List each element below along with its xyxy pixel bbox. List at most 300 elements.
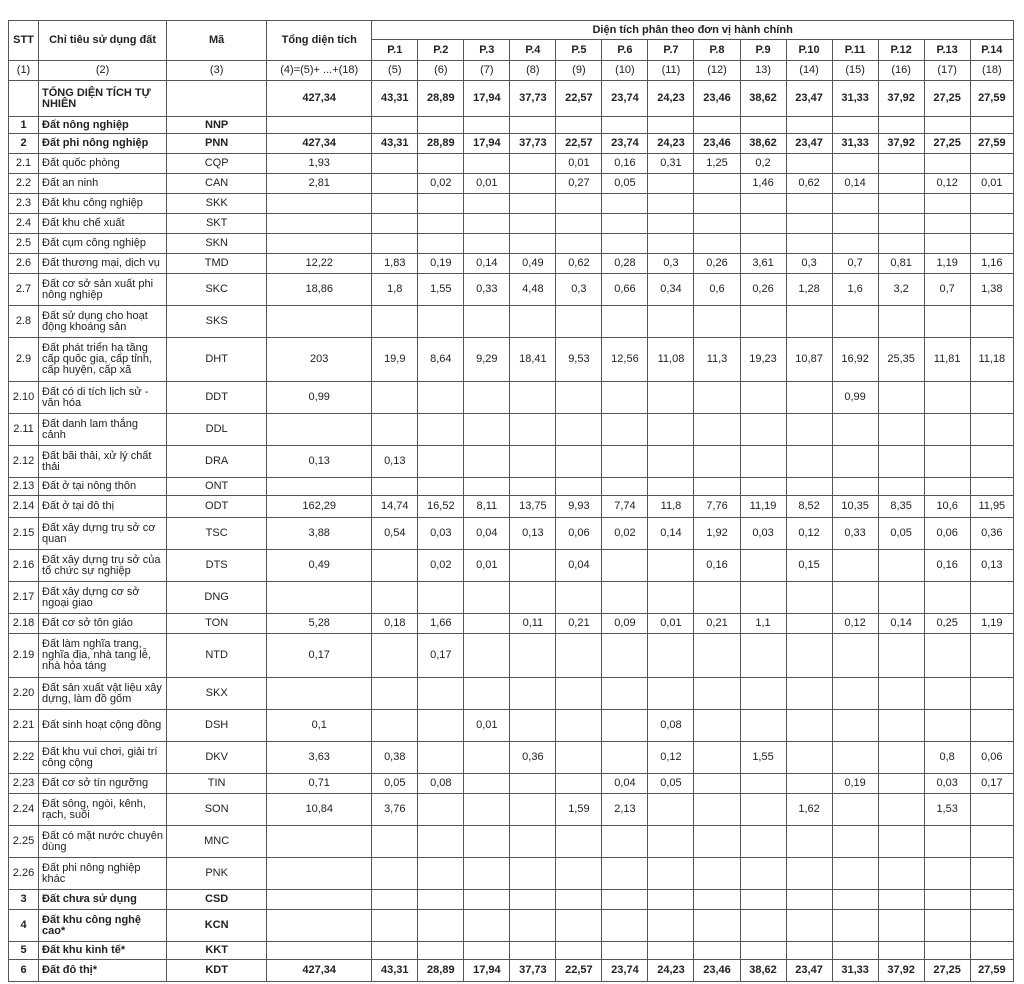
row-ward-value (464, 214, 510, 234)
row-ward-value: 0,05 (648, 774, 694, 794)
row-ward-value: 0,12 (924, 174, 970, 194)
row-ward-value (418, 234, 464, 254)
row-ward-value (418, 678, 464, 710)
row-ward-value: 0,31 (648, 154, 694, 174)
row-ward-value: 23,46 (694, 960, 740, 982)
row-ward-value: 7,74 (602, 496, 648, 518)
row-ward-value (556, 710, 602, 742)
row-ward-value (832, 117, 878, 134)
row-ward-value (970, 478, 1013, 496)
row-ward-value (786, 154, 832, 174)
row-ward-value (878, 634, 924, 678)
row-ward-value (786, 478, 832, 496)
row-ward-value: 0,12 (786, 518, 832, 550)
header-ward: P.7 (648, 40, 694, 61)
row-code: SKN (167, 234, 267, 254)
row-ward-value (832, 794, 878, 826)
row-total-area (267, 117, 372, 134)
row-ward-value (740, 794, 786, 826)
row-total-area: 203 (267, 338, 372, 382)
row-ward-value: 31,33 (832, 81, 878, 117)
row-stt: 2.16 (9, 550, 39, 582)
row-ward-value: 1,46 (740, 174, 786, 194)
row-ward-value: 0,06 (970, 742, 1013, 774)
row-ward-value: 18,41 (510, 338, 556, 382)
row-ward-value (648, 550, 694, 582)
row-ward-value (602, 214, 648, 234)
row-ward-value: 23,46 (694, 134, 740, 154)
row-total-area: 12,22 (267, 254, 372, 274)
row-ward-value (786, 910, 832, 942)
row-ward-value (970, 710, 1013, 742)
row-ward-value (648, 382, 694, 414)
row-ward-value (878, 446, 924, 478)
row-ward-value (786, 614, 832, 634)
row-ward-value: 0,12 (832, 614, 878, 634)
column-number-row (9, 61, 1014, 81)
column-number: (2) (39, 61, 167, 81)
row-ward-value (372, 306, 418, 338)
row-ward-value (602, 306, 648, 338)
row-total-area (267, 858, 372, 890)
row-ward-value: 0,33 (832, 518, 878, 550)
row-ward-value: 1,59 (556, 794, 602, 826)
row-ward-value (878, 710, 924, 742)
row-code: CQP (167, 154, 267, 174)
row-ward-value (924, 214, 970, 234)
row-indicator-name: Đất ở tại nông thôn (39, 478, 167, 496)
row-ward-value (648, 194, 694, 214)
row-ward-value: 24,23 (648, 960, 694, 982)
row-ward-value (786, 382, 832, 414)
row-ward-value (970, 794, 1013, 826)
row-ward-value: 1,62 (786, 794, 832, 826)
table-row (9, 154, 1014, 174)
column-number: (14) (786, 61, 832, 81)
row-ward-value (786, 117, 832, 134)
row-code: TSC (167, 518, 267, 550)
column-number: (12) (694, 61, 740, 81)
row-ward-value: 1,92 (694, 518, 740, 550)
row-ward-value (786, 710, 832, 742)
row-total-area (267, 826, 372, 858)
row-ward-value (418, 858, 464, 890)
row-ward-value (372, 858, 418, 890)
row-ward-value (556, 214, 602, 234)
row-ward-value (510, 214, 556, 234)
row-ward-value (372, 634, 418, 678)
row-ward-value (372, 910, 418, 942)
row-ward-value (464, 154, 510, 174)
row-stt: 2.20 (9, 678, 39, 710)
row-ward-value: 1,19 (924, 254, 970, 274)
row-indicator-name: Đất có mặt nước chuyên dùng (39, 826, 167, 858)
row-stt: 2.7 (9, 274, 39, 306)
table-row (9, 518, 1014, 550)
table-row (9, 134, 1014, 154)
row-ward-value: 0,02 (602, 518, 648, 550)
row-code: SKC (167, 274, 267, 306)
row-total-area: 3,63 (267, 742, 372, 774)
row-ward-value: 27,25 (924, 960, 970, 982)
row-indicator-name: Đất khu công nghiệp (39, 194, 167, 214)
row-ward-value: 1,55 (740, 742, 786, 774)
row-ward-value: 0,21 (556, 614, 602, 634)
row-code: NNP (167, 117, 267, 134)
row-ward-value (878, 306, 924, 338)
row-ward-value (556, 446, 602, 478)
row-ward-value (878, 942, 924, 960)
row-ward-value: 0,54 (372, 518, 418, 550)
row-code: PNN (167, 134, 267, 154)
row-indicator-name: Đất cơ sở tôn giáo (39, 614, 167, 634)
row-ward-value (648, 234, 694, 254)
row-ward-value: 4,48 (510, 274, 556, 306)
row-ward-value (694, 942, 740, 960)
row-indicator-name: Đất chưa sử dụng (39, 890, 167, 910)
row-ward-value: 3,61 (740, 254, 786, 274)
row-ward-value: 0,2 (740, 154, 786, 174)
row-code: SON (167, 794, 267, 826)
row-code: DSH (167, 710, 267, 742)
column-number: (16) (878, 61, 924, 81)
row-ward-value (970, 382, 1013, 414)
row-ward-value (878, 414, 924, 446)
row-ward-value: 0,05 (372, 774, 418, 794)
row-ward-value: 0,09 (602, 614, 648, 634)
row-indicator-name: Đất quốc phòng (39, 154, 167, 174)
table-row (9, 496, 1014, 518)
row-ward-value (924, 234, 970, 254)
row-ward-value (418, 154, 464, 174)
row-indicator-name: Đất đô thị* (39, 960, 167, 982)
row-indicator-name: Đất bãi thải, xử lý chất thải (39, 446, 167, 478)
row-ward-value (372, 117, 418, 134)
column-number: (9) (556, 61, 602, 81)
row-ward-value (832, 634, 878, 678)
row-ward-value (464, 306, 510, 338)
row-ward-value (648, 414, 694, 446)
row-ward-value (878, 174, 924, 194)
row-ward-value: 0,33 (464, 274, 510, 306)
row-ward-value (694, 446, 740, 478)
row-ward-value (970, 858, 1013, 890)
row-code: PNK (167, 858, 267, 890)
row-ward-value: 0,28 (602, 254, 648, 274)
row-ward-value: 0,01 (464, 174, 510, 194)
row-ward-value: 27,25 (924, 81, 970, 117)
row-ward-value (878, 678, 924, 710)
row-ward-value: 0,02 (418, 174, 464, 194)
row-stt: 2.25 (9, 826, 39, 858)
row-ward-value (372, 942, 418, 960)
row-ward-value: 27,59 (970, 81, 1013, 117)
row-ward-value (924, 634, 970, 678)
row-ward-value (740, 382, 786, 414)
row-ward-value (602, 194, 648, 214)
row-ward-value (694, 478, 740, 496)
row-stt: 2.10 (9, 382, 39, 414)
row-ward-value (832, 826, 878, 858)
row-ward-value (510, 634, 556, 678)
row-ward-value: 28,89 (418, 81, 464, 117)
row-ward-value: 16,92 (832, 338, 878, 382)
row-ward-value: 16,52 (418, 496, 464, 518)
row-ward-value (832, 306, 878, 338)
table-row (9, 306, 1014, 338)
row-total-area (267, 942, 372, 960)
row-ward-value (510, 774, 556, 794)
row-ward-value: 0,13 (372, 446, 418, 478)
row-ward-value (418, 826, 464, 858)
row-ward-value (556, 234, 602, 254)
row-ward-value (372, 582, 418, 614)
row-code: TON (167, 614, 267, 634)
row-ward-value: 1,19 (970, 614, 1013, 634)
row-indicator-name: Đất khu công nghệ cao* (39, 910, 167, 942)
row-ward-value (556, 306, 602, 338)
table-row (9, 858, 1014, 890)
row-ward-value (740, 826, 786, 858)
table-row (9, 81, 1014, 117)
row-ward-value (556, 742, 602, 774)
row-ward-value: 10,6 (924, 496, 970, 518)
row-code: DDT (167, 382, 267, 414)
row-ward-value (970, 446, 1013, 478)
row-ward-value (602, 910, 648, 942)
row-ward-value (510, 174, 556, 194)
row-ward-value (372, 826, 418, 858)
row-ward-value (418, 446, 464, 478)
row-ward-value (740, 910, 786, 942)
row-indicator-name: Đất ở tại đô thị (39, 496, 167, 518)
row-ward-value (970, 826, 1013, 858)
row-ward-value: 0,3 (786, 254, 832, 274)
row-code: TMD (167, 254, 267, 274)
column-number: (6) (418, 61, 464, 81)
row-total-area: 0,1 (267, 710, 372, 742)
table-row (9, 910, 1014, 942)
row-ward-value: 0,81 (878, 254, 924, 274)
row-ward-value (786, 306, 832, 338)
row-ward-value (418, 382, 464, 414)
table-row (9, 774, 1014, 794)
row-ward-value: 0,01 (464, 550, 510, 582)
header-stt: STT (9, 21, 39, 61)
row-ward-value (556, 382, 602, 414)
row-stt: 2.13 (9, 478, 39, 496)
row-total-area: 0,49 (267, 550, 372, 582)
row-ward-value (786, 678, 832, 710)
row-ward-value: 11,18 (970, 338, 1013, 382)
row-ward-value: 1,53 (924, 794, 970, 826)
row-ward-value: 1,83 (372, 254, 418, 274)
row-ward-value: 1,55 (418, 274, 464, 306)
row-ward-value (832, 942, 878, 960)
row-ward-value (740, 478, 786, 496)
row-ward-value (924, 910, 970, 942)
row-ward-value (878, 858, 924, 890)
row-ward-value (602, 382, 648, 414)
row-ward-value (556, 678, 602, 710)
header-ward: P.2 (418, 40, 464, 61)
row-ward-value (510, 710, 556, 742)
row-total-area: 10,84 (267, 794, 372, 826)
row-ward-value (418, 910, 464, 942)
row-ward-value: 0,15 (786, 550, 832, 582)
header-ward: P.13 (924, 40, 970, 61)
row-ward-value: 1,66 (418, 614, 464, 634)
row-total-area: 18,86 (267, 274, 372, 306)
row-code: SKK (167, 194, 267, 214)
row-ward-value (648, 117, 694, 134)
row-code: DNG (167, 582, 267, 614)
header-ward: P.9 (740, 40, 786, 61)
row-ward-value (602, 890, 648, 910)
row-ward-value: 0,3 (556, 274, 602, 306)
row-ward-value (924, 306, 970, 338)
row-ward-value (464, 446, 510, 478)
row-ward-value (510, 414, 556, 446)
table-row (9, 582, 1014, 614)
row-ward-value: 17,94 (464, 134, 510, 154)
table-row (9, 942, 1014, 960)
row-ward-value (464, 910, 510, 942)
row-ward-value (694, 678, 740, 710)
column-number: (1) (9, 61, 39, 81)
row-ward-value (602, 234, 648, 254)
row-ward-value (418, 214, 464, 234)
row-stt: 2.5 (9, 234, 39, 254)
header-indicator: Chỉ tiêu sử dụng đất (39, 21, 167, 61)
row-stt: 3 (9, 890, 39, 910)
table-row (9, 794, 1014, 826)
row-ward-value (556, 478, 602, 496)
row-ward-value: 28,89 (418, 960, 464, 982)
table-row (9, 117, 1014, 134)
row-ward-value (924, 414, 970, 446)
row-indicator-name: Đất sử dụng cho hoạt động khoáng sản (39, 306, 167, 338)
row-ward-value (970, 306, 1013, 338)
row-ward-value: 37,92 (878, 960, 924, 982)
row-indicator-name: Đất thương mại, dịch vụ (39, 254, 167, 274)
row-ward-value: 38,62 (740, 81, 786, 117)
row-stt (9, 81, 39, 117)
row-ward-value (924, 446, 970, 478)
row-ward-value (924, 382, 970, 414)
row-ward-value (878, 910, 924, 942)
row-ward-value: 8,35 (878, 496, 924, 518)
row-ward-value (372, 550, 418, 582)
row-code: DTS (167, 550, 267, 582)
row-ward-value: 0,26 (740, 274, 786, 306)
row-stt: 2.11 (9, 414, 39, 446)
row-ward-value (878, 214, 924, 234)
row-ward-value (694, 306, 740, 338)
row-ward-value: 0,18 (372, 614, 418, 634)
row-ward-value: 9,53 (556, 338, 602, 382)
row-code: ONT (167, 478, 267, 496)
row-ward-value (970, 678, 1013, 710)
row-ward-value (786, 414, 832, 446)
row-total-area: 427,34 (267, 960, 372, 982)
row-ward-value: 22,57 (556, 134, 602, 154)
row-indicator-name: Đất xây dựng cơ sở ngoại giao (39, 582, 167, 614)
row-ward-value: 22,57 (556, 960, 602, 982)
header-distribution: Diện tích phân theo đơn vị hành chính (372, 21, 1014, 40)
row-ward-value: 0,16 (924, 550, 970, 582)
table-row (9, 174, 1014, 194)
header-total-area: Tổng diện tích (267, 21, 372, 61)
row-ward-value: 2,13 (602, 794, 648, 826)
header-ward: P.8 (694, 40, 740, 61)
row-ward-value: 11,8 (648, 496, 694, 518)
row-ward-value (786, 234, 832, 254)
row-ward-value: 0,01 (556, 154, 602, 174)
row-ward-value (786, 634, 832, 678)
row-ward-value: 7,76 (694, 496, 740, 518)
row-ward-value (464, 634, 510, 678)
row-ward-value (464, 942, 510, 960)
table-row (9, 890, 1014, 910)
row-ward-value: 28,89 (418, 134, 464, 154)
table-row (9, 960, 1014, 982)
row-ward-value (832, 478, 878, 496)
row-stt: 2.18 (9, 614, 39, 634)
row-ward-value (878, 194, 924, 214)
row-ward-value (832, 550, 878, 582)
row-stt: 2.4 (9, 214, 39, 234)
row-ward-value (464, 478, 510, 496)
row-indicator-name: Đất xây dựng trụ sở của tổ chức sự nghiệp (39, 550, 167, 582)
row-ward-value (694, 910, 740, 942)
row-ward-value (556, 858, 602, 890)
row-stt: 1 (9, 117, 39, 134)
row-ward-value: 37,73 (510, 81, 556, 117)
row-ward-value (970, 942, 1013, 960)
row-stt: 2.3 (9, 194, 39, 214)
row-ward-value (464, 774, 510, 794)
row-ward-value (510, 550, 556, 582)
row-ward-value (602, 678, 648, 710)
row-indicator-name: Đất phi nông nghiệp khác (39, 858, 167, 890)
row-total-area (267, 910, 372, 942)
row-stt: 2.24 (9, 794, 39, 826)
row-stt: 2.14 (9, 496, 39, 518)
row-code: DKV (167, 742, 267, 774)
row-total-area: 427,34 (267, 134, 372, 154)
row-ward-value (970, 194, 1013, 214)
table-row (9, 382, 1014, 414)
row-ward-value (694, 858, 740, 890)
row-ward-value (648, 582, 694, 614)
row-ward-value (878, 826, 924, 858)
row-ward-value (970, 910, 1013, 942)
row-ward-value: 23,47 (786, 960, 832, 982)
header-ward: P.1 (372, 40, 418, 61)
column-number: (15) (832, 61, 878, 81)
row-ward-value (740, 214, 786, 234)
row-ward-value (556, 634, 602, 678)
row-ward-value (418, 710, 464, 742)
row-ward-value (740, 890, 786, 910)
row-code: NTD (167, 634, 267, 678)
table-header (9, 21, 1014, 61)
row-ward-value: 1,16 (970, 254, 1013, 274)
row-ward-value: 10,35 (832, 496, 878, 518)
row-ward-value (694, 214, 740, 234)
row-ward-value (602, 550, 648, 582)
